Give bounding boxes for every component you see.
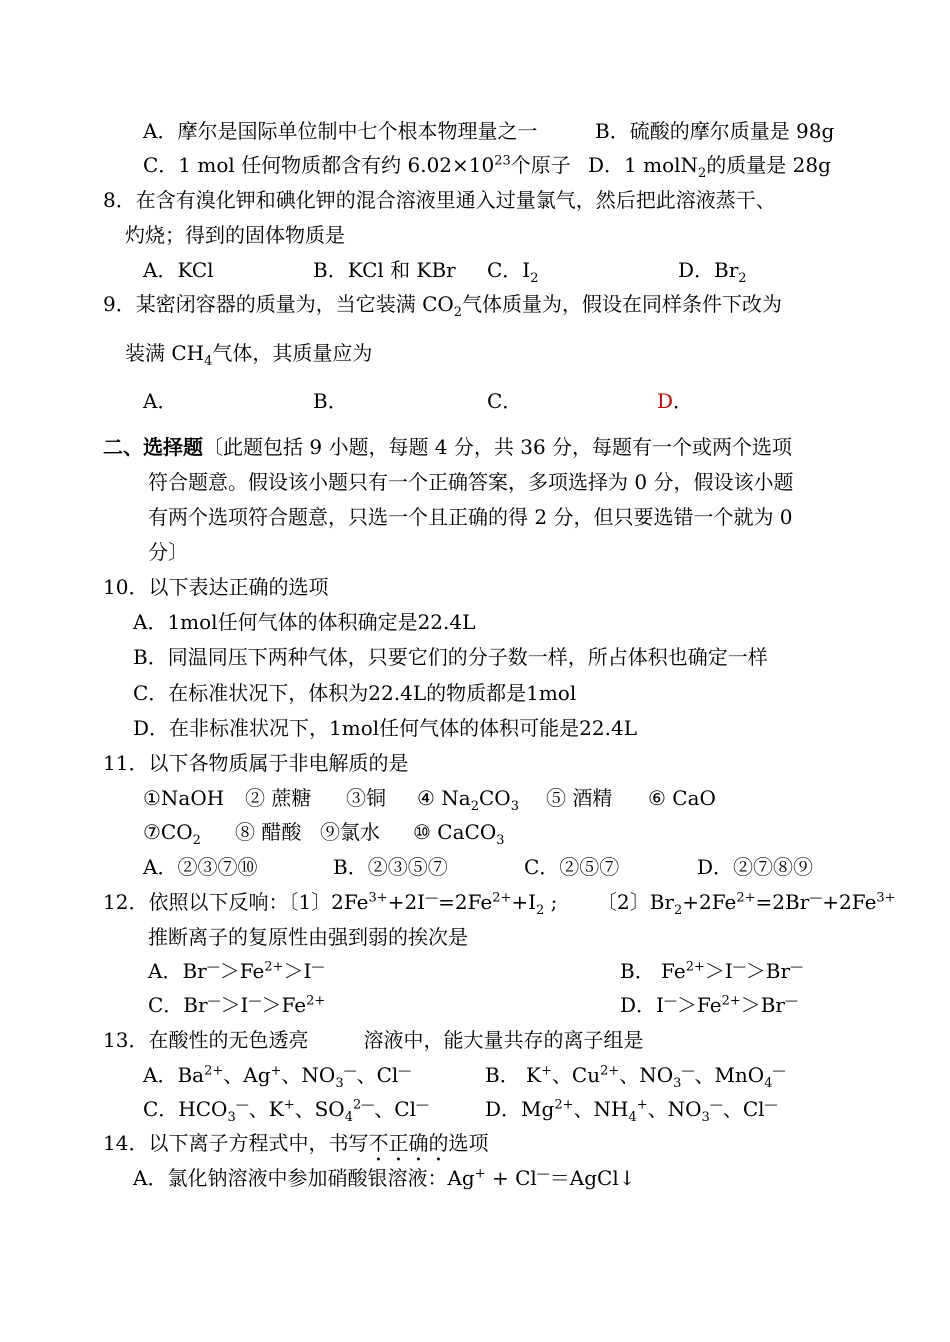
q11-item-10: ⑩ CaCO$_3$ bbox=[413, 820, 505, 848]
q14-stem: 14．以下离子方程式中，书写不正确的选项 bbox=[103, 1131, 489, 1155]
q9-stem-line1: 9．某密闭容器的质量为，当它装满 $CO_2$气体质量为，假设在同样条件下改为 bbox=[103, 292, 783, 320]
q10-option-c: C．在标准状况下，体积为22.4L的物质都是1mol bbox=[133, 681, 577, 705]
q14-option-a: A．氯化钠溶液中参加硝酸银溶液：Ag+ + Cl—＝AgCl↓ bbox=[133, 1166, 636, 1190]
q11-option-b: B．②③⑤⑦ bbox=[333, 855, 448, 879]
q7-option-c: C．1 mol 任何物质都含有约 $6.02\times 10^{23}$个原子 bbox=[143, 153, 571, 177]
q11-item-5: ⑤ 酒精 bbox=[546, 786, 613, 810]
q11-item-1: ①NaOH bbox=[143, 786, 225, 810]
q7-option-b: B．硫酸的摩尔质量是 98g bbox=[595, 119, 835, 143]
q13-option-d: D．$Mg^{2+}$、$NH_4^+$、$NO_3^—$、Cl— bbox=[485, 1097, 778, 1125]
q8-option-b: B．KCl 和 KBr bbox=[313, 258, 456, 282]
q11-item-6: ⑥ CaO bbox=[648, 786, 716, 810]
q7-option-d: D．1 molN$_2$的质量是 28g bbox=[588, 153, 831, 181]
q10-option-d: D．在非标准状况下，1mol任何气体的体积可能是22.4L bbox=[133, 716, 637, 740]
q11-item-2: ② 蔗糖 bbox=[245, 786, 312, 810]
emphasis-dots: 不正确的 bbox=[368, 1131, 449, 1155]
q11-option-d: D．②⑦⑧⑨ bbox=[697, 855, 814, 879]
q8-option-a: A．KCl bbox=[143, 258, 214, 282]
q9-stem-line2: 装满 $CH_4$气体，其质量应为 bbox=[125, 341, 373, 369]
q8-option-c: C．$I_2$ bbox=[487, 258, 539, 286]
q11-option-c: C．②⑤⑦ bbox=[524, 855, 620, 879]
q11-item-7: $⑦CO_2$ bbox=[143, 820, 201, 848]
q8-stem-line2: 灼烧；得到的固体物质是 bbox=[125, 223, 345, 247]
q11-item-9: ⑨氯水 bbox=[320, 820, 380, 844]
q11-item-4: ④ $Na_2CO_3$ bbox=[417, 786, 519, 814]
q9-option-c: C． bbox=[487, 389, 523, 413]
q9-option-a: A． bbox=[143, 389, 178, 413]
q8-stem-line1: 8．在含有溴化钾和碘化钾的混合溶液里通入过量氯气，然后把此溶液蒸干、 bbox=[103, 188, 776, 212]
q12-stem-line2: 推断离子的复原性由强到弱的挨次是 bbox=[148, 925, 468, 949]
q12-option-c: C．$Br^—>I^—>Fe^{2+}$ bbox=[148, 993, 326, 1017]
q7-option-a: A．摩尔是国际单位制中七个根本物理量之一 bbox=[143, 119, 538, 143]
q11-item-3: ③铜 bbox=[346, 786, 386, 810]
q12-stem-reaction2: 〔2〕$Br_2+2Fe^{2+}=2Br^—+2Fe^{3+}$ bbox=[597, 890, 896, 918]
q12-option-d: D．$I^—>Fe^{2+}>Br^—$ bbox=[620, 993, 798, 1017]
q13-option-a: A．$Ba^{2+}$、Ag+、$NO_3^—$、Cl— bbox=[143, 1063, 412, 1091]
section-heading: 二、选择题 bbox=[103, 435, 203, 459]
q13-option-b: B． K+、$Cu^{2+}$、$NO_3^—$、MnO$_4$— bbox=[485, 1063, 786, 1091]
section2-desc-line4: 分〕 bbox=[148, 540, 188, 564]
section2-desc-line3: 有两个选项符合题意，只选一个且正确的得 2 分，但只要选错一个就为 0 bbox=[148, 505, 793, 529]
q9-option-d: D． bbox=[657, 389, 694, 413]
q11-stem: 11．以下各物质属于非电解质的是 bbox=[103, 751, 409, 775]
q8-option-d: D．$Br_2$ bbox=[678, 258, 747, 286]
q13-stem: 13．在酸性的无色透亮 溶液中，能大量共存的离子组是 bbox=[103, 1028, 644, 1052]
q12-option-b: B． $Fe^{2+}>I^—>Br^—$ bbox=[620, 959, 804, 983]
q11-option-a: A．②③⑦⑩ bbox=[143, 855, 258, 879]
answer-mark: D bbox=[657, 389, 674, 413]
q13-option-c: C．$HCO_3^—$、K+、$SO_4^{2—}$、Cl— bbox=[143, 1097, 429, 1125]
q12-stem-line1: 12．依照以下反响：〔1〕$2Fe^{3+}+2I^—=2Fe^{2+}+I_2$ ; bbox=[103, 890, 558, 918]
q9-option-b: B． bbox=[313, 389, 348, 413]
q10-option-a: A．1mol任何气体的体积确定是22.4L bbox=[133, 610, 476, 634]
q10-option-b: B．同温同压下两种气体，只要它们的分子数一样，所占体积也确定一样 bbox=[133, 645, 768, 669]
q10-stem: 10．以下表达正确的选项 bbox=[103, 575, 329, 599]
q11-item-8: ⑧ 醋酸 bbox=[235, 820, 302, 844]
section2-heading-line: 二、选择题〔此题包括 9 小题，每题 4 分，共 36 分，每题有一个或两个选项 bbox=[103, 435, 793, 459]
q12-option-a: A．$Br^—>Fe^{2+}>I^—$ bbox=[148, 959, 325, 983]
section2-desc-line2: 符合题意。假设该小题只有一个正确答案，多项选择为 0 分，假设该小题 bbox=[148, 470, 794, 494]
